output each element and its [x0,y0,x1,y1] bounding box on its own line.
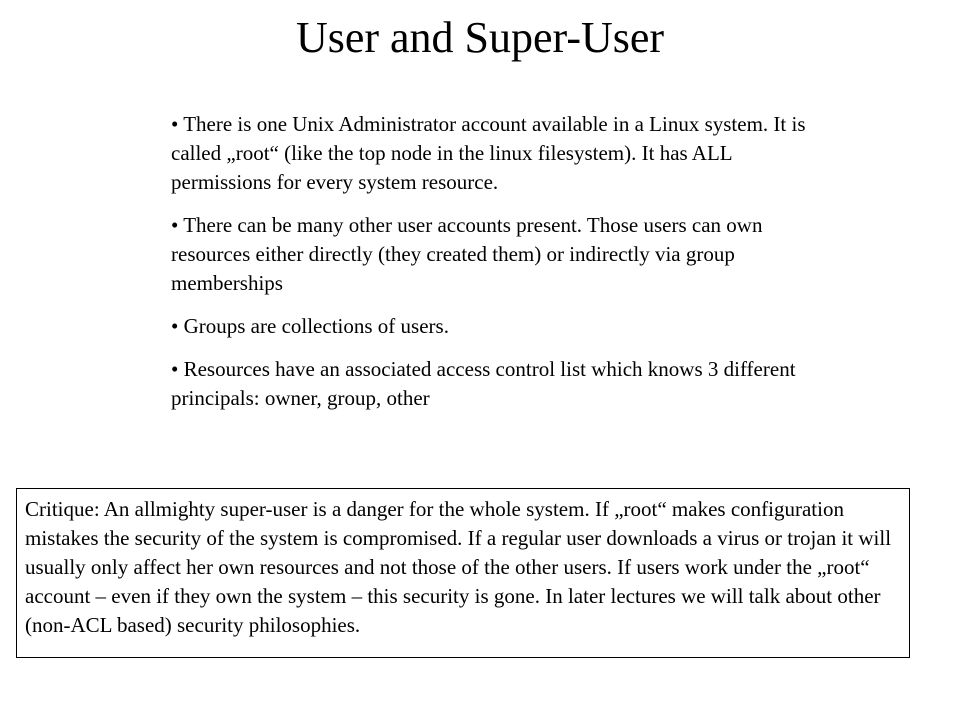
bullet-item-acl: • Resources have an associated access control list which knows 3 different principals: owner, group, other [171,357,796,410]
slide-title: User and Super-User [295,13,665,62]
bullet-list [171,110,821,427]
bullet-item-groups: • Groups are collections of users. [171,314,449,338]
bullet-item-root-account: • There is one Unix Administrator account available in a Linux system. It is called „root“ (like the top node in the linux filesystem). It has ALL permissions for every system resource. [171,112,806,194]
bullet-item-user-accounts: • There can be many other user accounts present. Those users can own resources either directly (they created them) or indirectly via group memberships [171,213,763,295]
critique-text: Critique: An allmighty super-user is a danger for the whole system. If „root“ makes configuration mistakes the security of the system is compromised. If a regular user downloads a virus or trojan it will usually only affect her own resources and not those of the other users. If users work under the „root“ account – even if they own the system – this security is gone. In later lectures we will talk about other (non-ACL based) security philosophies. [25,497,892,637]
critique-box [16,488,910,658]
